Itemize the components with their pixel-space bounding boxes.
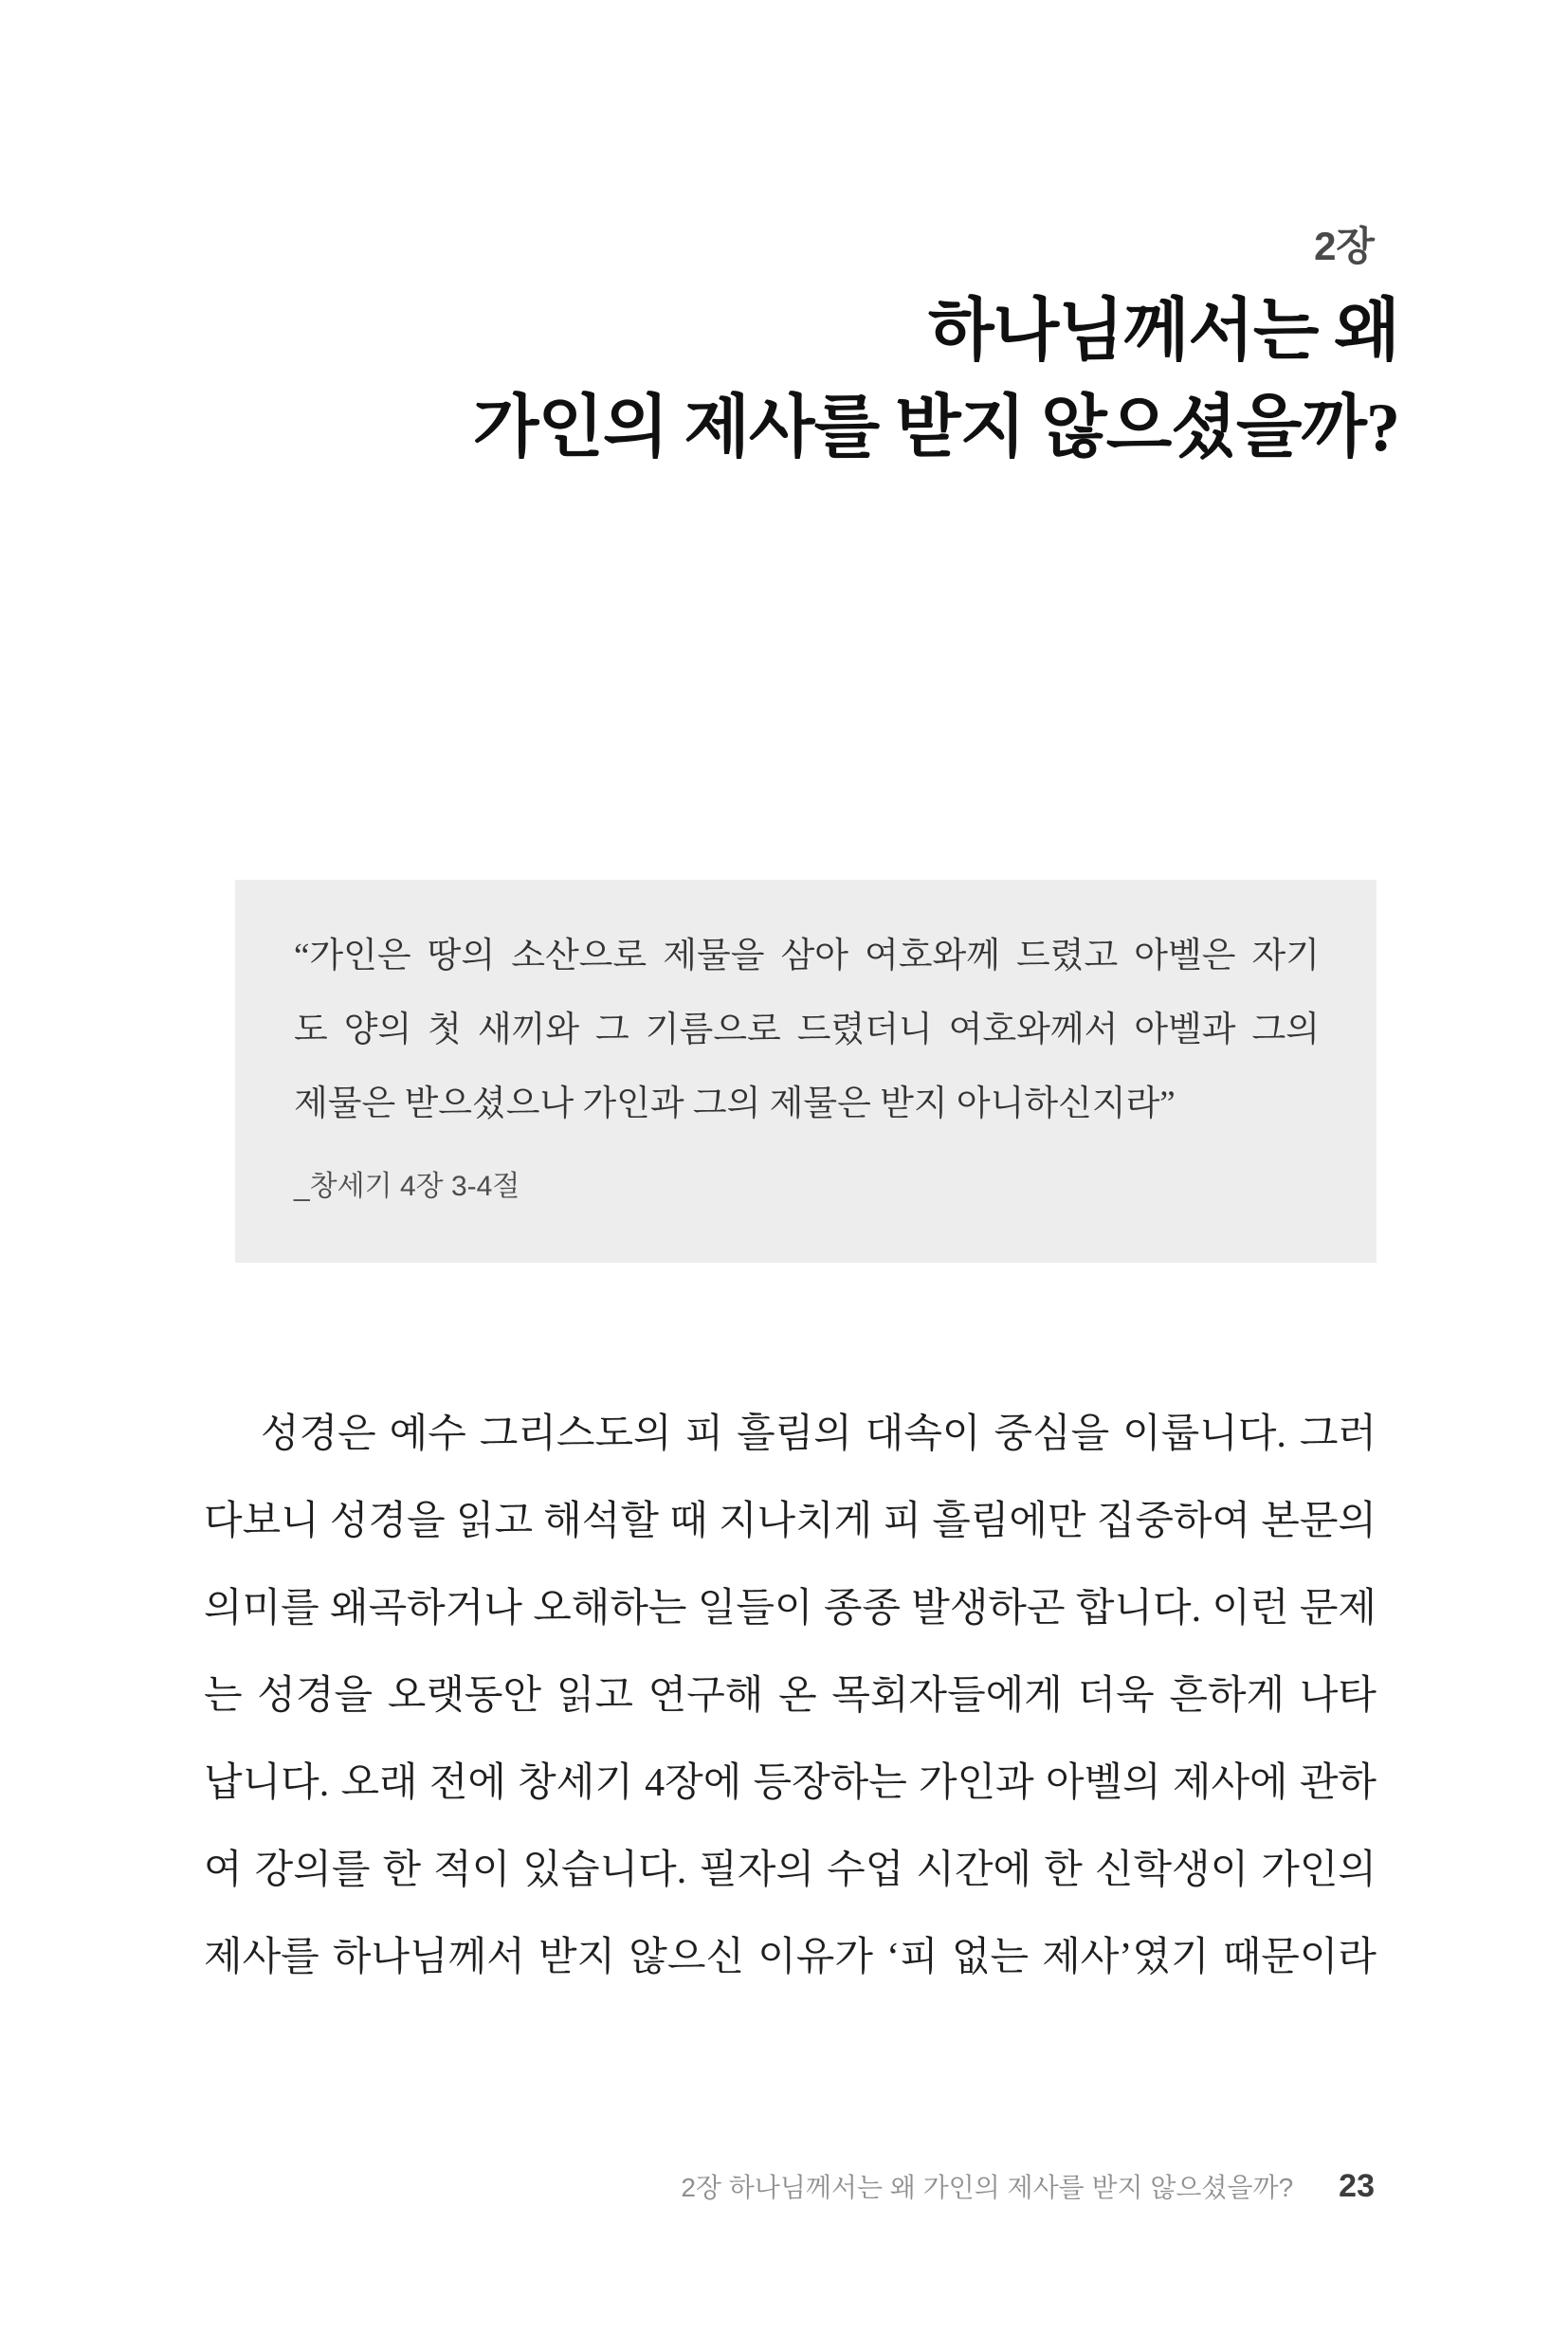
- scripture-quote-box: [235, 880, 1377, 1263]
- body-line-2: 다보니 성경을 읽고 해석할 때 지나치게 피 흘림에만 집중하여 본문의: [204, 1500, 1377, 1543]
- footer-page-number: 23: [1339, 2168, 1375, 2204]
- quote-line-3: 제물은 받으셨으나 가인과 그의 제물은 받지 아니하신지라”: [294, 1084, 1176, 1123]
- quote-line-2: 도 양의 첫 새끼와 그 기름으로 드렸더니 여호와께서 아벨과 그의: [294, 1011, 1320, 1049]
- chapter-title: [204, 282, 1399, 476]
- body-line-6: 여 강의를 한 적이 있습니다. 필자의 수업 시간에 한 신학생이 가인의: [204, 1849, 1377, 1892]
- body-line-1: 성경은 예수 그리스도의 피 흘림의 대속이 중심을 이룹니다. 그러: [261, 1412, 1377, 1456]
- chapter-title-line-1: 하나님께서는 왜: [928, 293, 1399, 369]
- quote-citation: _창세기 4장 3-4절: [294, 1171, 520, 1202]
- footer-running-title: 2장 하나님께서는 왜 가인의 제사를 받지 않으셨을까?: [681, 2173, 1294, 2202]
- chapter-title-line-2: 가인의 제사를 받지 않으셨을까?: [472, 390, 1399, 465]
- body-line-5: 납니다. 오래 전에 창세기 4장에 등장하는 가인과 아벨의 제사에 관하: [204, 1761, 1377, 1805]
- body-line-7: 제사를 하나님께서 받지 않으신 이유가 ‘피 없는 제사’였기 때문이라: [204, 1936, 1377, 1979]
- body-paragraph: [204, 1391, 1377, 2001]
- quote-line-1: “가인은 땅의 소산으로 제물을 삼아 여호와께 드렸고 아벨은 자기: [294, 937, 1320, 975]
- body-line-3: 의미를 왜곡하거나 오해하는 일들이 종종 발생하곤 합니다. 이런 문제: [204, 1587, 1377, 1631]
- body-line-4: 는 성경을 오랫동안 읽고 연구해 온 목회자들에게 더욱 흔하게 나타: [204, 1674, 1377, 1718]
- page-footer: [681, 2167, 1375, 2207]
- chapter-number-label: 2장: [1314, 224, 1375, 268]
